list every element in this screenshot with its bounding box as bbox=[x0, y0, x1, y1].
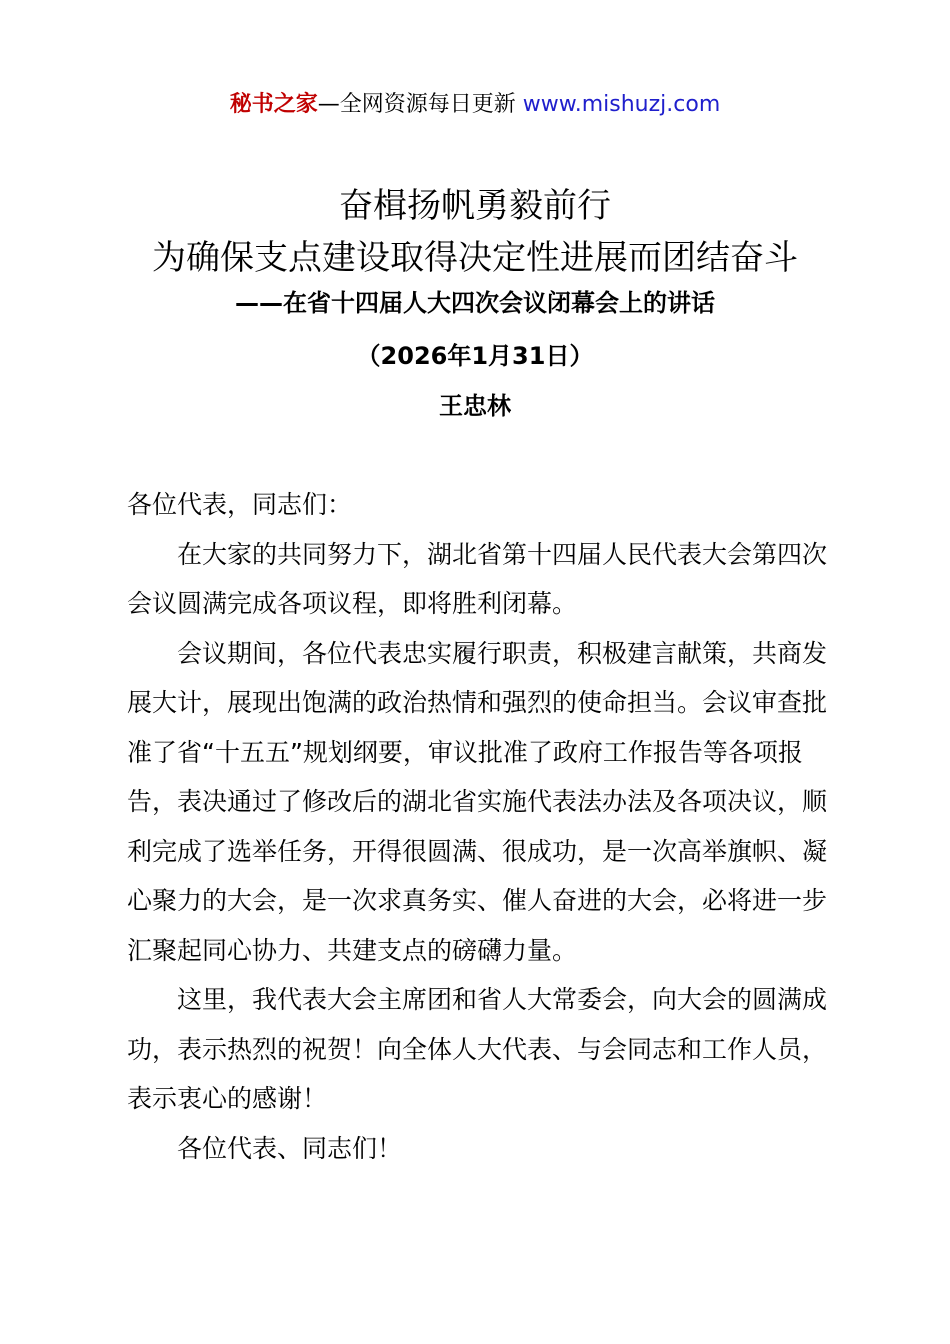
document-author: 王忠林 bbox=[439, 392, 511, 420]
body-paragraph: 这里，我代表大会主席团和省人大常委会，向大会的圆满成功，表示热烈的祝贺！向全体人大代表、与会同志和工作人员，表示衷心的感谢！ bbox=[127, 985, 828, 1113]
document-title-line-2: 为确保支点建设取得决定性进展而团结奋斗 bbox=[152, 238, 798, 278]
brand-name: 秘书之家 bbox=[229, 92, 318, 117]
site-tagline: —全网资源每日更新 bbox=[317, 92, 523, 117]
document-title-line-1: 奋楫扬帆勇毅前行 bbox=[339, 186, 611, 226]
greeting-line: 各位代表，同志们： bbox=[127, 490, 353, 519]
body-paragraph: 各位代表、同志们！ bbox=[177, 1133, 403, 1163]
site-header bbox=[0, 88, 950, 122]
document-date: （2026年1月31日） bbox=[356, 342, 594, 370]
body-paragraph: 会议期间，各位代表忠实履行职责，积极建言献策，共商发展大计，展现出饱满的政治热情和强烈的使命担当。会议审查批准了省“十五五”规划纲要，审议批准了政府工作报告等各项报告，表决通过了修改后的湖北省实施代表法办法及各项决议，顺利完成了选举任务，开得很圆满、很成功，是一次高举旗帜、凝心聚力的大会，是一次求真务实、催人奋进的大会，必将进一步汇聚起同心协力、共建支点的磅礴力量。 bbox=[127, 638, 828, 965]
body-paragraph: 在大家的共同努力下，湖北省第十四届人民代表大会第四次会议圆满完成各项议程，即将胜利闭幕。 bbox=[127, 539, 828, 618]
site-url-link[interactable]: www.mishuzj.com bbox=[522, 92, 721, 117]
speech-body bbox=[127, 480, 847, 1173]
document-subtitle: ——在省十四届人大四次会议闭幕会上的讲话 bbox=[235, 289, 715, 317]
